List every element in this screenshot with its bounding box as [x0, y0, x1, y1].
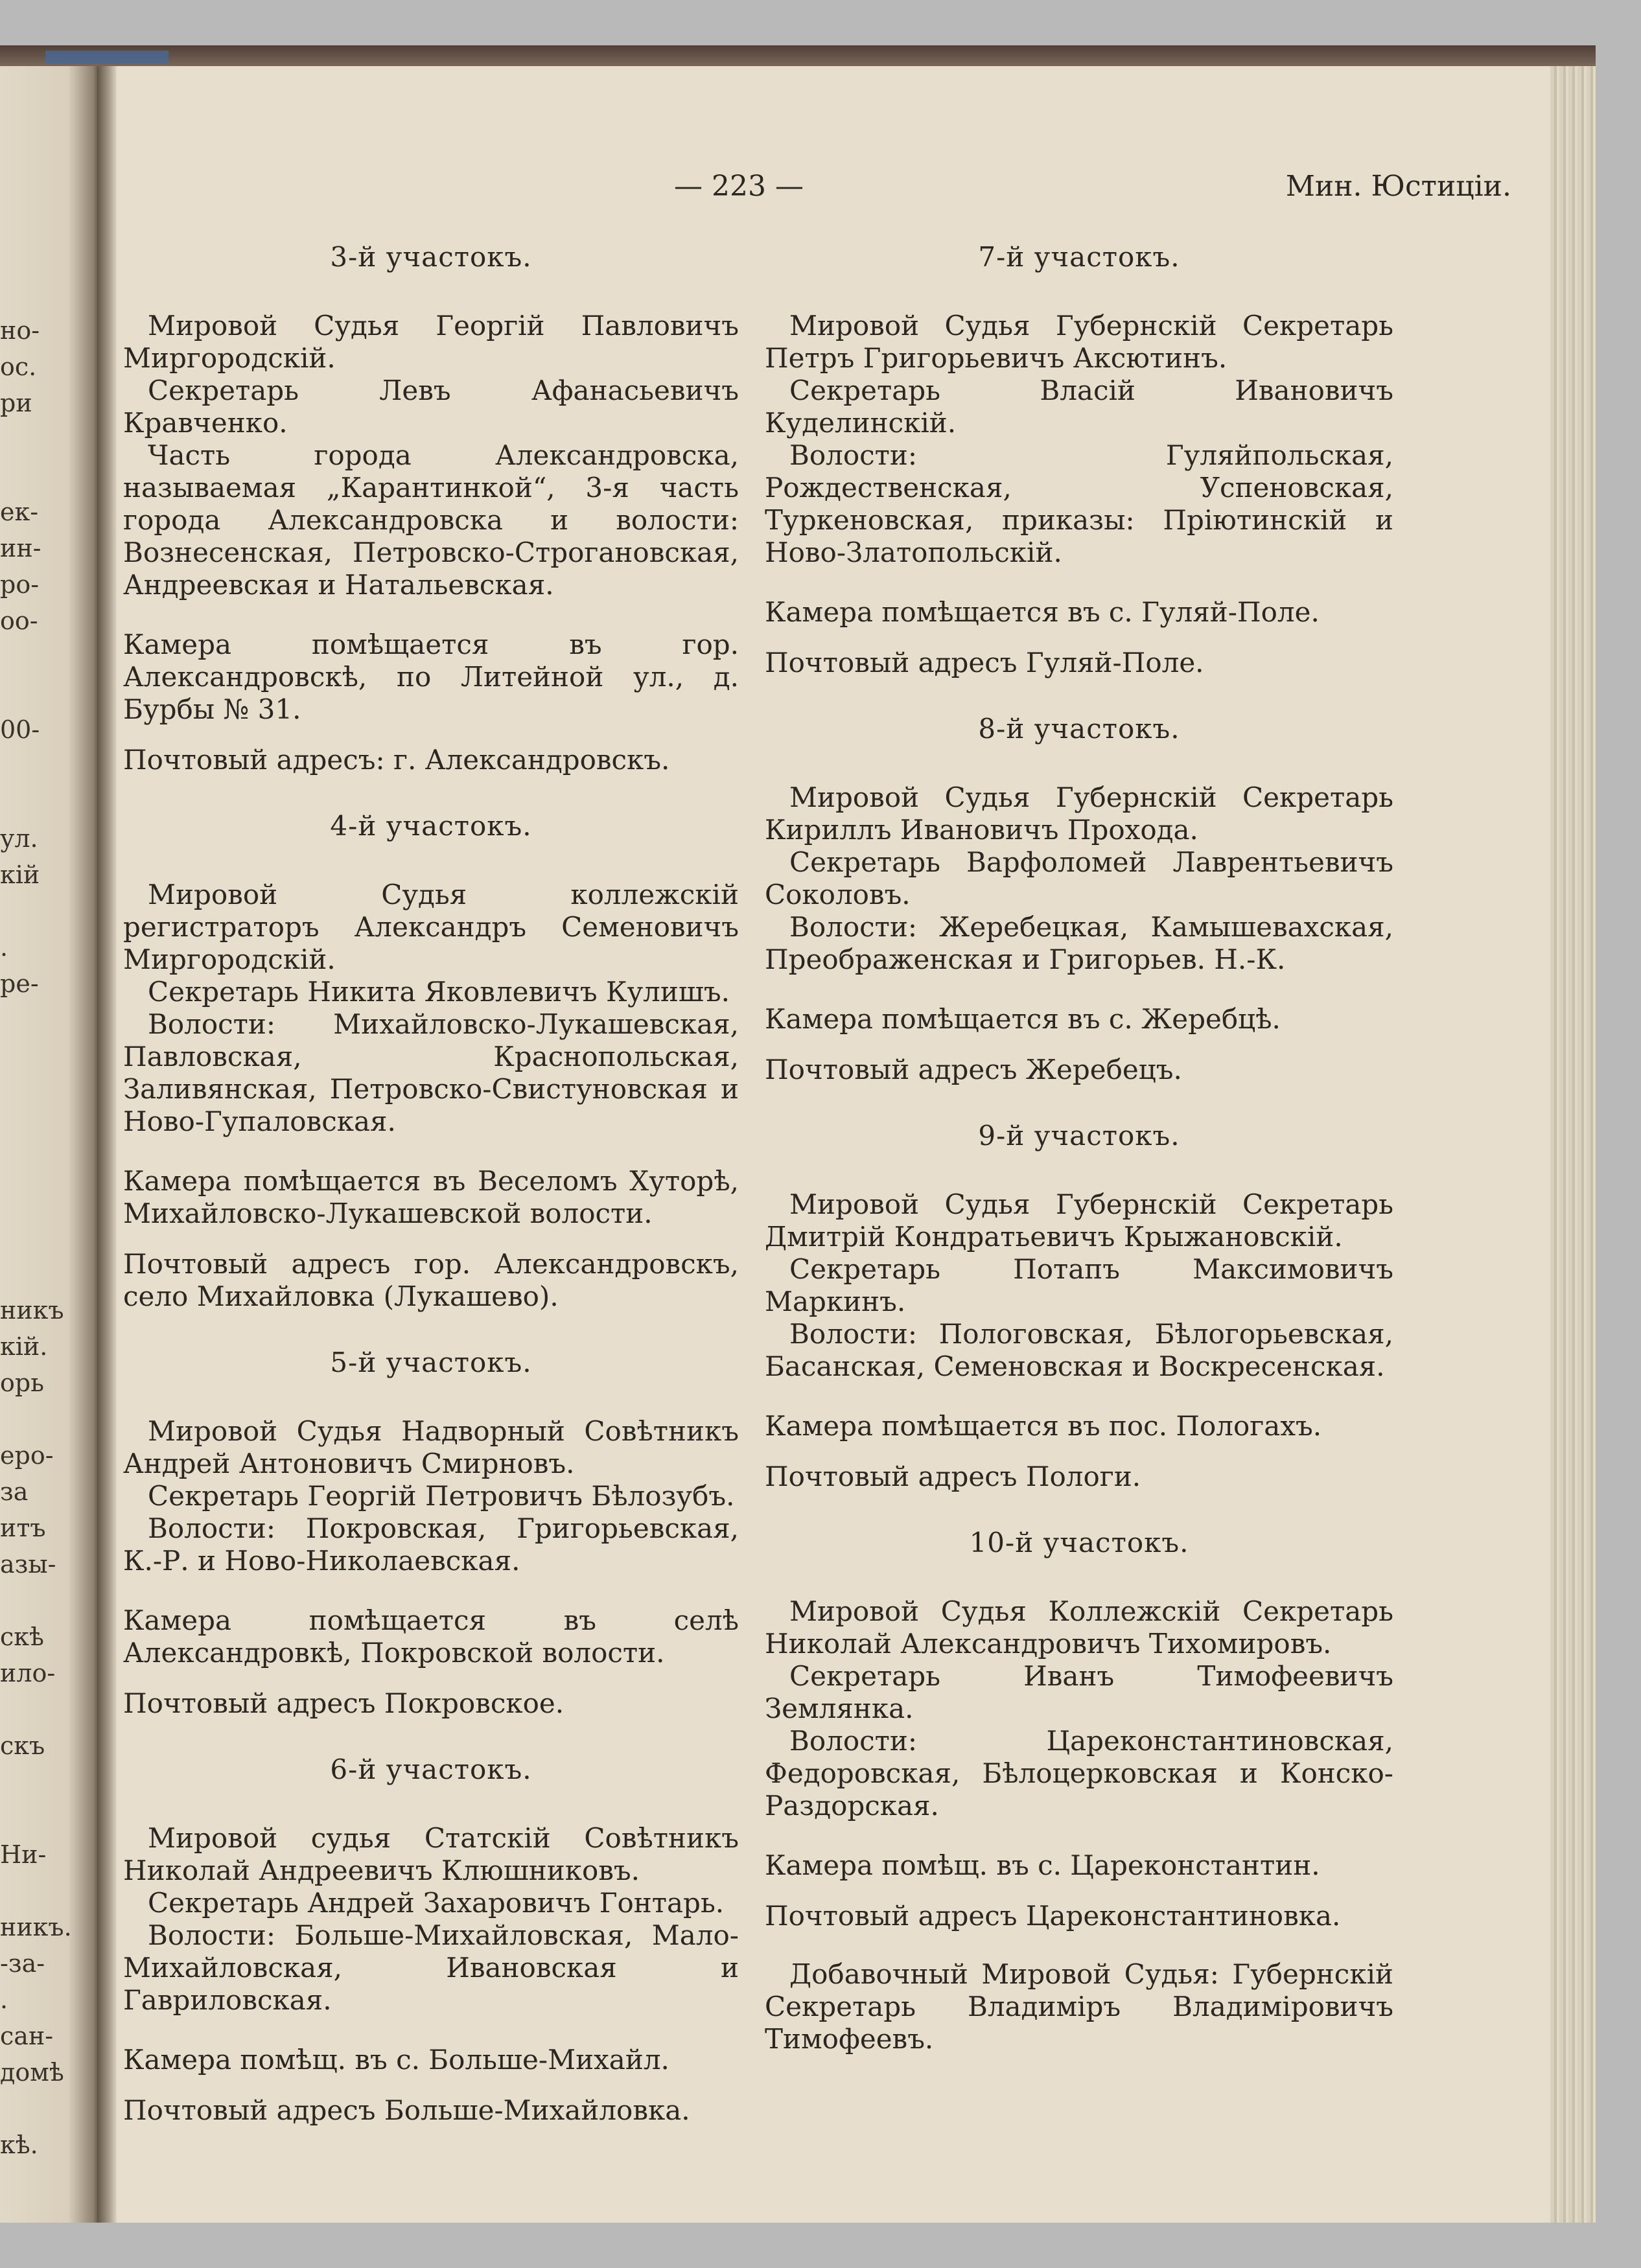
previous-page-fragment: никъ. [0, 1913, 72, 1941]
previous-page-fragment [0, 1038, 97, 1074]
previous-page-fragment: ек- [0, 498, 39, 526]
district-paragraph: Мировой Судья коллежскій регистраторъ Александръ Семеновичъ Миргородскій. [123, 879, 739, 975]
previous-page-fragment: -за- [0, 1949, 45, 1978]
previous-page-fragment [0, 1873, 97, 1909]
previous-page-fragment [0, 1147, 97, 1183]
previous-page-fragment [0, 457, 97, 494]
district-title: 3-й участокъ. [330, 241, 532, 273]
previous-page-fragment: ило- [0, 1659, 56, 1687]
district-paragraph: Камера помѣщается въ пос. Пологахъ. [765, 1410, 1322, 1442]
book-gutter [97, 66, 117, 2223]
district-paragraph: Почтовый адресъ гор. Александровскъ, село Михайловка (Лукашево). [123, 1248, 739, 1312]
previous-page-fragment: 00- [0, 715, 40, 744]
previous-page-fragment [0, 421, 97, 457]
district-paragraph: Секретарь Левъ Афанасьевичъ Кравченко. [123, 375, 739, 439]
previous-page-fragment [0, 1764, 97, 1800]
previous-page-fragment [0, 639, 97, 675]
district-paragraph: Почтовый адресъ Больше-Михайловка. [123, 2094, 690, 2126]
district-section [123, 1753, 739, 2127]
district-paragraph: Волости: Жеребецкая, Камышевахская, Преображенская и Григорьев. Н.-К. [765, 911, 1393, 975]
district-paragraph: Мировой судья Статскій Совѣтникъ Николай Андреевичъ Клюшниковъ. [123, 1822, 739, 1886]
district-section [123, 810, 739, 1313]
previous-page-fragment [0, 2090, 97, 2127]
district-title: 10-й участокъ. [969, 1527, 1189, 1558]
previous-page-fragment: ре- [0, 969, 39, 998]
district-paragraph: Секретарь Варфоломей Лаврентьевичъ Соколовъ. [765, 846, 1393, 910]
district-paragraph: Волости: Покровская, Григорьевская, К.-Р. и Ново-Николаевская. [123, 1512, 739, 1577]
previous-page-fragment: итъ [0, 1514, 46, 1542]
left-column [123, 241, 739, 2160]
district-paragraph: Мировой Судья Губернскій Секретарь Кириллъ Ивановичъ Прохода. [765, 781, 1393, 846]
previous-page-fragments [0, 312, 97, 2163]
district-section [123, 1347, 739, 1720]
district-paragraph: Почтовый адресъ Покровское. [123, 1687, 564, 1719]
previous-page-fragment [0, 1074, 97, 1111]
district-paragraph: Почтовый адресъ Пологи. [765, 1461, 1141, 1492]
previous-page-fragment [0, 1183, 97, 1220]
previous-page-fragment: еро- [0, 1441, 54, 1470]
district-paragraph: Часть города Александровска, называемая „Карантинкой“, 3-я часть города Александровска и волости: Вознесенская, Петровско-Строгановская, Андреевская и Натальевская. [123, 439, 739, 601]
district-title: 5-й участокъ. [330, 1347, 532, 1378]
previous-page-fragment [0, 1582, 97, 1619]
right-column [765, 241, 1393, 2089]
district-paragraph: Почтовый адресъ Жеребецъ. [765, 1054, 1182, 1085]
district-paragraph: Волости: Гуляйпольская, Рождественская, Успеновская, Туркеновская, приказы: Пріютинскій и Ново-Златопольскій. [765, 439, 1393, 568]
district-paragraph: Почтовый адресъ Гуляй-Поле. [765, 647, 1204, 678]
district-title: 6-й участокъ. [330, 1753, 532, 1785]
district-paragraph: Секретарь Потапъ Максимовичъ Маркинъ. [765, 1253, 1393, 1317]
district-title: 8-й участокъ. [978, 713, 1180, 745]
district-title: 9-й участокъ. [978, 1120, 1180, 1151]
running-title: Мин. Юстиціи. [1285, 170, 1511, 203]
district-paragraph: Почтовый адресъ: г. Александровскъ. [123, 744, 670, 776]
district-paragraph: Камера помѣщается въ гор. Александровскѣ, по Литейной ул., д. Бурбы № 31. [123, 629, 739, 725]
district-paragraph: Добавочный Мировой Судья: Губернскій Секретарь Владиміръ Владиміровичъ Тимофеевъ. [765, 1958, 1393, 2055]
binding-tape [45, 51, 169, 64]
previous-page-fragment: ул. [0, 824, 38, 853]
district-paragraph: Камера помѣщ. въ с. Больше-Михайл. [123, 2044, 669, 2076]
district-paragraph: Камера помѣщ. въ с. Цареконстантин. [765, 1849, 1320, 1881]
previous-page-fragment [0, 1800, 97, 1836]
page [117, 66, 1550, 2223]
district-paragraph: Камера помѣщается въ селѣ Александровкѣ, Покровской волости. [123, 1604, 739, 1669]
previous-page-fragment: никъ [0, 1296, 64, 1325]
previous-page-fragment: азы- [0, 1550, 56, 1579]
previous-page-fragment: орь [0, 1369, 44, 1397]
previous-page-fragment: кій [0, 861, 40, 889]
previous-page-fragment: сан- [0, 2022, 54, 2050]
previous-page-fragment [0, 675, 97, 712]
previous-page-fragment: оо- [0, 607, 38, 635]
previous-page-fragment: за [0, 1477, 29, 1506]
previous-page-fragment: кій. [0, 1332, 48, 1361]
page-header [117, 170, 1550, 209]
previous-page-edge [0, 66, 97, 2223]
district-paragraph: Мировой Судья Губернскій Секретарь Петръ Григорьевичъ Аксютинъ. [765, 310, 1393, 374]
district-paragraph: Секретарь Никита Яковлевичъ Кулишъ. [148, 976, 730, 1008]
previous-page-fragment [0, 1691, 97, 1728]
district-section [123, 241, 739, 776]
previous-page-fragment [0, 1002, 97, 1038]
previous-page-fragment [0, 1111, 97, 1147]
district-section [765, 241, 1393, 679]
district-paragraph: Секретарь Власій Ивановичъ Куделинскій. [765, 375, 1393, 439]
previous-page-fragment: но- [0, 316, 40, 345]
previous-page-fragment [0, 748, 97, 784]
district-paragraph: Волости: Больше-Михайловская, Мало-Михайловская, Ивановская и Гавриловская. [123, 1919, 739, 2016]
district-paragraph: Мировой Судья Губернскій Секретарь Дмитрій Кондратьевичъ Крыжановскій. [765, 1188, 1393, 1253]
scanned-book-spread [0, 45, 1596, 2223]
previous-page-fragment [0, 1401, 97, 1437]
district-paragraph: Мировой Судья Коллежскій Секретарь Николай Александровичъ Тихомировъ. [765, 1595, 1393, 1660]
district-paragraph: Волости: Пологовская, Бѣлогорьевская, Басанская, Семеновская и Воскресенская. [765, 1318, 1393, 1382]
district-paragraph: Камера помѣщается въ с. Жеребцѣ. [765, 1003, 1281, 1035]
district-title: 4-й участокъ. [330, 810, 532, 842]
previous-page-fragment: домѣ [0, 2058, 64, 2087]
page-number: — 223 — [674, 170, 804, 203]
district-paragraph: Волости: Цареконстантиновская, Федоровская, Бѣлоцерковская и Конско-Раздорская. [765, 1725, 1393, 1822]
previous-page-fragment: ин- [0, 534, 41, 562]
district-section [765, 1527, 1393, 2055]
district-paragraph: Секретарь Георгій Петровичъ Бѣлозубъ. [148, 1480, 735, 1512]
previous-page-fragment: Ни- [0, 1840, 47, 1869]
previous-page-fragment: скѣ [0, 1623, 44, 1651]
district-paragraph: Почтовый адресъ Цареконстантиновка. [765, 1900, 1341, 1932]
previous-page-fragment: ос. [0, 353, 37, 381]
previous-page-fragment [0, 1256, 97, 1292]
previous-page-fragment: . [0, 933, 8, 962]
district-title: 7-й участокъ. [978, 241, 1180, 273]
previous-page-fragment: . [0, 1985, 8, 2014]
previous-page-fragment: ри [0, 389, 32, 417]
district-paragraph: Секретарь Андрей Захаровичъ Гонтарь. [148, 1887, 725, 1919]
district-section [765, 1120, 1393, 1493]
previous-page-fragment: скъ [0, 1731, 45, 1760]
previous-page-fragment [0, 784, 97, 820]
district-paragraph: Камера помѣщается въ с. Гуляй-Поле. [765, 596, 1320, 628]
district-paragraph: Волости: Михайловско-Лукашевская, Павловская, Краснопольская, Заливянская, Петровско-Свистуновская и Ново-Гупаловская. [123, 1008, 739, 1137]
district-paragraph: Камера помѣщается въ Веселомъ Хуторѣ, Михайловско-Лукашевской волости. [123, 1165, 739, 1229]
page-edges [1550, 66, 1596, 2223]
district-paragraph: Мировой Судья Георгій Павловичъ Миргородскій. [123, 310, 739, 374]
previous-page-fragment: ро- [0, 570, 40, 599]
district-section [765, 713, 1393, 1086]
district-paragraph: Секретарь Иванъ Тимофеевичъ Землянка. [765, 1660, 1393, 1724]
previous-page-fragment [0, 1220, 97, 1256]
previous-page-fragment [0, 893, 97, 929]
previous-page-fragment: кѣ. [0, 2131, 38, 2159]
district-paragraph: Мировой Судья Надворный Совѣтникъ Андрей Антоновичъ Смирновъ. [123, 1415, 739, 1479]
